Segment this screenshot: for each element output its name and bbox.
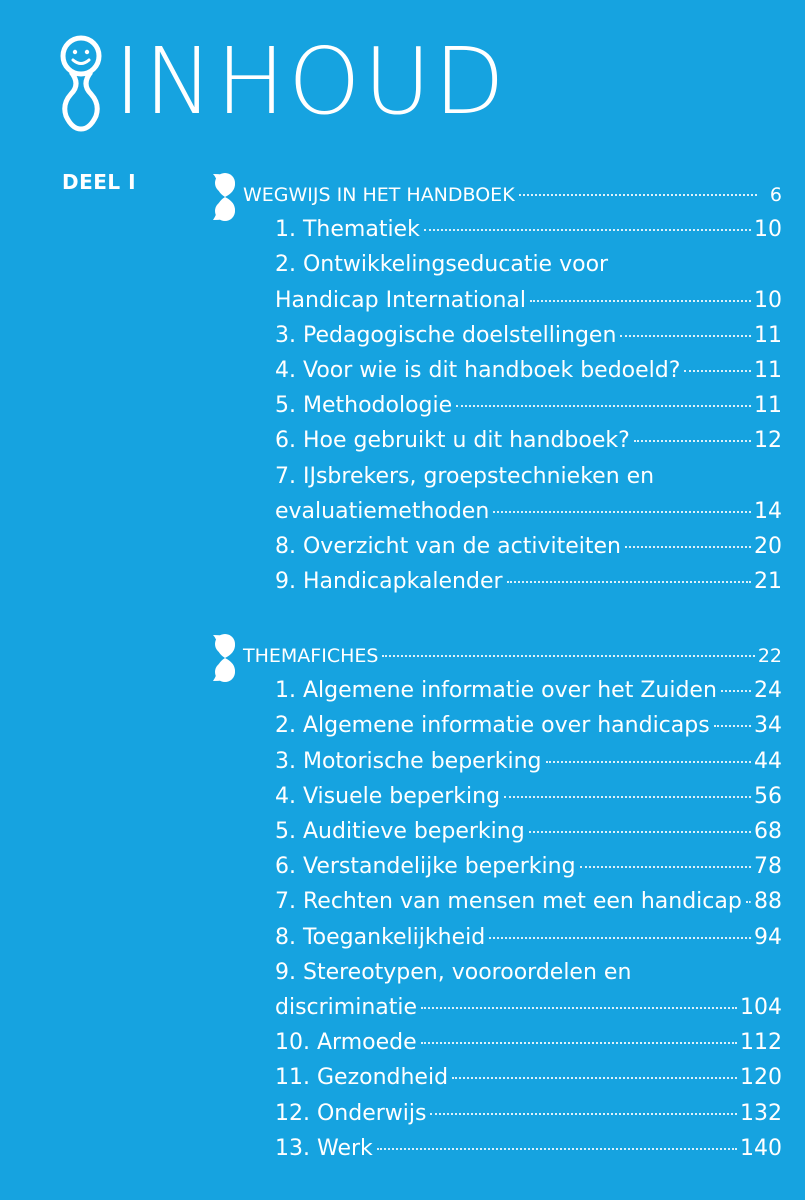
toc-entry-label: discriminatie <box>275 995 418 1020</box>
toc-entry-page-number: 94 <box>754 924 782 950</box>
toc-entry-page-number: 120 <box>740 1065 782 1091</box>
toc-entry-page-number: 104 <box>740 995 782 1020</box>
toc-entry-label: 8. Toegankelijkheid <box>275 924 486 950</box>
toc-section-heading[interactable] <box>243 180 782 210</box>
dot-leader <box>625 546 751 548</box>
dot-leader <box>507 581 751 583</box>
toc-section-heading-label: THEMAFICHES <box>243 645 379 667</box>
toc-entry[interactable] <box>275 993 782 1023</box>
toc-entry[interactable] <box>275 1134 782 1164</box>
toc-entry[interactable] <box>275 852 782 882</box>
dot-leader <box>580 866 751 868</box>
dot-leader <box>456 405 751 407</box>
toc-entry-page-number: 11 <box>754 322 782 348</box>
toc-entry-page-number: 88 <box>754 889 782 915</box>
toc-entry-page-number: 68 <box>754 819 782 844</box>
toc-entry[interactable] <box>275 782 782 812</box>
dot-leader <box>493 511 751 513</box>
dot-leader <box>634 440 751 442</box>
toc-entry-label: 9. Handicapkalender <box>275 569 503 595</box>
dot-leader <box>421 1007 737 1009</box>
toc-entry-label: 1. Algemene informatie over het Zuiden <box>275 678 717 704</box>
dot-leader <box>714 725 751 727</box>
toc-entry-page-number: 56 <box>754 783 782 809</box>
toc-entry[interactable] <box>275 215 782 245</box>
toc-entry-page-number: 12 <box>754 428 782 454</box>
toc-entry-label: 11. Gezondheid <box>275 1065 449 1091</box>
toc-entry-label: 4. Voor wie is dit handboek bedoeld? <box>275 358 681 383</box>
toc-entry-label: 13. Werk <box>275 1135 373 1161</box>
toc-entry-page-number: 21 <box>754 569 782 595</box>
toc-entry-page-number: 20 <box>754 534 782 559</box>
toc-entry-page-number: 10 <box>754 287 782 313</box>
toc-entry-label: 3. Pedagogische doelstellingen <box>275 322 617 348</box>
toc-entry[interactable] <box>275 1028 782 1058</box>
section-bullet-icon <box>205 633 239 683</box>
smiling-figure-icon <box>58 32 104 132</box>
toc-entry-page-number: 34 <box>754 713 782 739</box>
page-header <box>58 30 508 134</box>
dot-leader <box>452 1077 737 1079</box>
dot-leader <box>721 690 751 692</box>
toc-entry-lead-line: 2. Ontwikkelingseducatie voor <box>275 252 609 278</box>
toc-entry-label: 3. Motorische beperking <box>275 748 542 774</box>
toc-entry[interactable] <box>275 321 782 351</box>
toc-entry-label: 6. Hoe gebruikt u dit handboek? <box>275 428 630 454</box>
toc-entry-label: 7. Rechten van mensen met een handicap <box>275 889 742 915</box>
toc-entry-page-number: 11 <box>754 393 782 419</box>
toc-entry[interactable] <box>275 711 782 741</box>
toc-entry-lead-line: 9. Stereotypen, vooroordelen en <box>275 959 632 985</box>
dot-leader <box>430 1113 737 1115</box>
toc-entry[interactable] <box>275 887 782 917</box>
toc-section-heading-label: WEGWIJS IN HET HANDBOEK <box>243 184 515 206</box>
toc-entry-label: 6. Verstandelijke beperking <box>275 854 576 880</box>
toc-entry[interactable] <box>275 747 782 777</box>
toc-entry[interactable] <box>275 1063 782 1093</box>
toc-entry-page-number: 14 <box>754 498 782 524</box>
dot-leader <box>489 937 751 939</box>
toc-entry-page-number: 11 <box>754 358 782 383</box>
dot-leader <box>529 831 751 833</box>
toc-entry-label: 1. Thematiek <box>275 217 420 243</box>
toc-entry[interactable] <box>275 817 782 847</box>
dot-leader <box>746 901 751 903</box>
toc-entry[interactable] <box>275 286 782 316</box>
dot-leader <box>546 761 751 763</box>
toc-entry[interactable] <box>275 391 782 421</box>
toc-entry-page-number: 112 <box>740 1030 782 1056</box>
dot-leader <box>684 370 751 372</box>
dot-leader <box>620 335 751 337</box>
toc-entry-label: Handicap International <box>275 287 526 313</box>
toc-entry-label: 5. Methodologie <box>275 393 453 419</box>
toc-entry-label: 8. Overzicht van de activiteiten <box>275 534 621 559</box>
toc-entry[interactable] <box>275 532 782 562</box>
toc-entry-label: 12. Onderwijs <box>275 1100 427 1126</box>
dot-leader <box>377 1148 737 1150</box>
toc-entry[interactable] <box>275 497 782 527</box>
section-bullet-icon <box>205 172 239 222</box>
toc-entry-lead-line: 7. IJsbrekers, groepstechnieken en <box>275 463 655 489</box>
dot-leader <box>504 796 751 798</box>
toc-section-heading-page-number: 6 <box>769 184 782 206</box>
toc-entry[interactable] <box>275 426 782 456</box>
toc-section-heading-page-number: 22 <box>757 645 782 667</box>
toc-entry-label: 2. Algemene informatie over handicaps <box>275 713 710 739</box>
dot-leader <box>421 1042 737 1044</box>
toc-entry[interactable] <box>275 676 782 706</box>
toc-entry-label: 5. Auditieve beperking <box>275 819 525 844</box>
toc-entry-page-number: 78 <box>754 854 782 880</box>
toc-entry[interactable] <box>275 923 782 953</box>
toc-entry[interactable] <box>275 1099 782 1129</box>
toc-entry-label: evaluatiemethoden <box>275 498 490 524</box>
toc-entry-page-number: 132 <box>740 1100 782 1126</box>
dot-leader <box>382 655 754 657</box>
part-label: DEEL I <box>62 170 137 194</box>
toc-entry[interactable] <box>275 567 782 597</box>
toc-entry-page-number: 44 <box>754 748 782 774</box>
page-title: INHOUD <box>114 28 508 135</box>
toc-entry-label: 4. Visuele beperking <box>275 783 501 809</box>
dot-leader <box>424 229 751 231</box>
toc-entry-label: 10. Armoede <box>275 1030 417 1056</box>
dot-leader <box>530 300 751 302</box>
toc-entry-page-number: 140 <box>740 1135 782 1161</box>
toc-entry-page-number: 24 <box>754 678 782 704</box>
toc-entry[interactable] <box>275 356 782 386</box>
toc-section-heading[interactable] <box>243 641 782 671</box>
dot-leader <box>519 194 757 196</box>
toc-entry-page-number: 10 <box>754 217 782 243</box>
